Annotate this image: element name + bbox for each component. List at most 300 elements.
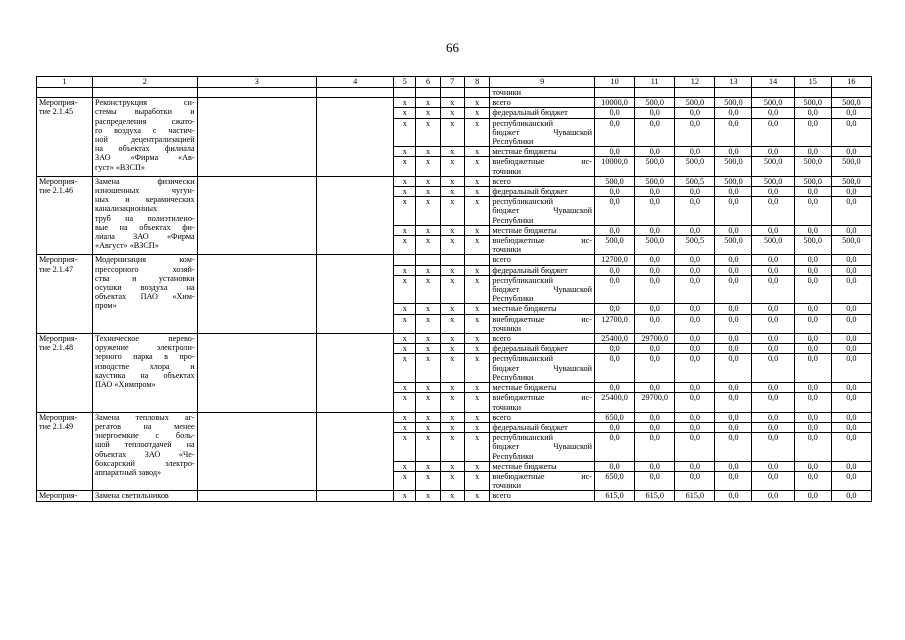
- description-line: пром»: [95, 301, 117, 311]
- amount-cell: 0,0: [715, 412, 752, 422]
- description-line: «Август» «ВЗСП»: [95, 241, 159, 251]
- amount-cell: 0,0: [594, 461, 634, 471]
- funding-source-cell: [490, 108, 595, 118]
- col-header-7: 7: [440, 77, 464, 88]
- amount-cell: 0,0: [794, 187, 831, 197]
- amount-cell: 0,0: [831, 147, 871, 157]
- col-header-3: 3: [197, 77, 316, 88]
- amount-cell: 0,0: [715, 334, 752, 344]
- code-cell: x: [416, 187, 440, 197]
- funding-source-line: точники: [492, 323, 521, 333]
- description-line: регатов на менее: [95, 421, 195, 431]
- measure-line: тие 2.1.48: [39, 343, 74, 353]
- code-cell: x: [416, 98, 440, 108]
- funding-source-line: местные бюджеты: [492, 147, 557, 157]
- funding-source-line: местные бюджеты: [492, 304, 557, 314]
- amount-cell: 0,0: [794, 147, 831, 157]
- amount-cell: 615,0: [594, 491, 634, 501]
- amount-cell: 650,0: [594, 412, 634, 422]
- code-cell: x: [394, 275, 416, 304]
- table-row: [37, 98, 872, 108]
- amount-cell: 0,0: [675, 275, 715, 304]
- amount-cell: 0,0: [675, 118, 715, 147]
- amount-cell: 0,0: [715, 471, 752, 490]
- code-cell: x: [416, 491, 440, 501]
- amount-cell: 0,0: [635, 422, 675, 432]
- code-cell: x: [416, 383, 440, 393]
- funding-source-cell: [490, 98, 595, 108]
- code-cell: x: [440, 461, 464, 471]
- amount-cell: 0,0: [715, 491, 752, 501]
- amount-cell: 0,0: [752, 108, 794, 118]
- funding-source-line: бюджет Чувашской: [492, 363, 592, 373]
- amount-cell: 0,0: [675, 471, 715, 490]
- description-line: объектах ПАО «Хим-: [95, 292, 195, 302]
- funding-source-line: внебюджетные ис-: [492, 471, 592, 481]
- amount-cell: 500,0: [594, 236, 634, 255]
- amount-cell: 0,0: [715, 422, 752, 432]
- amount-cell: 500,0: [752, 157, 794, 176]
- amount-cell: 0,0: [831, 314, 871, 333]
- code-cell: x: [465, 383, 490, 393]
- code-cell: x: [440, 98, 464, 108]
- code-cell: x: [465, 304, 490, 314]
- amount-cell: 500,0: [715, 98, 752, 108]
- description-line: го воздуха с частич-: [95, 125, 195, 135]
- co-executor-cell: [317, 255, 394, 334]
- code-cell: x: [416, 197, 440, 226]
- amount-cell: 500,0: [635, 98, 675, 108]
- amount-cell: 0,0: [594, 304, 634, 314]
- funding-source-line: точники: [492, 166, 521, 176]
- description-cell: [93, 334, 198, 413]
- amount-cell: 0,0: [752, 147, 794, 157]
- table-row: [37, 176, 872, 186]
- funding-source-cell: [490, 412, 595, 422]
- funding-source-line: внебюджетные ис-: [492, 314, 592, 324]
- amount-cell: 0,0: [594, 187, 634, 197]
- amount-cell: 0,0: [675, 334, 715, 344]
- amount-cell: 0,0: [831, 433, 871, 462]
- amount-cell: 615,0: [635, 491, 675, 501]
- code-cell: x: [440, 314, 464, 333]
- amount-cell: 0,0: [831, 334, 871, 344]
- amount-cell: 0,0: [752, 393, 794, 412]
- funding-source-cell: [490, 225, 595, 235]
- description-line: стемы выработки и: [95, 107, 195, 117]
- description-line: Замена физически: [95, 176, 195, 186]
- amount-cell: 0,0: [715, 197, 752, 226]
- code-cell: x: [416, 314, 440, 333]
- code-cell: x: [394, 471, 416, 490]
- amount-cell: 500,0: [831, 176, 871, 186]
- description-line: Замена светильников: [95, 491, 169, 501]
- amount-cell: 0,0: [635, 304, 675, 314]
- code-cell: x: [440, 176, 464, 186]
- amount-cell: 0,0: [752, 334, 794, 344]
- amount-cell: 0,0: [831, 304, 871, 314]
- amount-cell: 0,0: [715, 461, 752, 471]
- amount-cell: 0,0: [715, 118, 752, 147]
- measure-line: тие 2.1.45: [39, 107, 74, 117]
- funding-source-line: республиканский: [492, 433, 553, 443]
- code-cell: x: [394, 98, 416, 108]
- funding-source-line: Республики: [492, 137, 534, 147]
- description-line: лиала ЗАО «Фирма: [95, 232, 195, 242]
- code-cell: x: [416, 412, 440, 422]
- code-cell: x: [465, 412, 490, 422]
- measure-line: тие 2.1.46: [39, 186, 74, 196]
- amount-cell: 0,0: [675, 433, 715, 462]
- funding-source-cell: [490, 275, 595, 304]
- description-cell: [93, 98, 198, 177]
- code-cell: x: [440, 422, 464, 432]
- amount-cell: 0,0: [831, 471, 871, 490]
- amount-cell: 0,0: [794, 275, 831, 304]
- code-cell: x: [416, 422, 440, 432]
- amount-cell: 0,0: [752, 225, 794, 235]
- amount-cell: 500,5: [675, 176, 715, 186]
- code-cell: x: [416, 236, 440, 255]
- amount-cell: 0,0: [794, 393, 831, 412]
- code-cell: x: [394, 491, 416, 501]
- amount-cell: 0,0: [635, 197, 675, 226]
- description-line: Техническое перево-: [95, 334, 195, 344]
- measure-cell: [37, 255, 93, 334]
- amount-cell: 500,0: [794, 157, 831, 176]
- funding-source-cell: [490, 461, 595, 471]
- responsible-cell: [197, 412, 316, 491]
- code-cell: x: [465, 98, 490, 108]
- code-cell: x: [440, 275, 464, 304]
- description-line: канализационных: [95, 204, 158, 214]
- col-header-4: 4: [317, 77, 394, 88]
- description-line: каустика на объектах: [95, 370, 195, 380]
- amount-cell: 615,0: [675, 491, 715, 501]
- measure-cell: [37, 334, 93, 413]
- funding-source-line: внебюджетные ис-: [492, 157, 592, 167]
- funding-source-line: всего: [492, 255, 511, 265]
- funding-source-line: местные бюджеты: [492, 225, 557, 235]
- measure-cell: [37, 412, 93, 491]
- amount-cell: 10000,0: [594, 98, 634, 108]
- amount-cell: 25400,0: [594, 334, 634, 344]
- amount-cell: 0,0: [794, 225, 831, 235]
- funding-source-line: всего: [492, 491, 511, 501]
- amount-cell: 500,0: [794, 176, 831, 186]
- amount-cell: 0,0: [715, 344, 752, 354]
- code-cell: x: [416, 393, 440, 412]
- description-line: вые на объектах фи-: [95, 222, 195, 232]
- description-line: оружение электроли-: [95, 343, 195, 353]
- code-cell: x: [416, 176, 440, 186]
- amount-cell: 0,0: [794, 422, 831, 432]
- code-cell: x: [465, 393, 490, 412]
- code-cell: x: [465, 471, 490, 490]
- amount-cell: 500,0: [752, 236, 794, 255]
- amount-cell: 0,0: [675, 412, 715, 422]
- code-cell: x: [416, 471, 440, 490]
- description-line: труб на полиэтилено-: [95, 213, 195, 223]
- funding-source-line: федеральный бюджет: [492, 344, 568, 354]
- code-cell: [394, 255, 416, 265]
- amount-cell: 0,0: [594, 197, 634, 226]
- amount-cell: 0,0: [831, 255, 871, 265]
- description-line: шой теплоотдачей на: [95, 440, 195, 450]
- amount-cell: 0,0: [752, 383, 794, 393]
- code-cell: x: [394, 314, 416, 333]
- responsible-cell: [197, 334, 316, 413]
- amount-cell: 0,0: [635, 354, 675, 383]
- amount-cell: 0,0: [715, 255, 752, 265]
- amount-cell: 500,0: [675, 157, 715, 176]
- amount-cell: 0,0: [752, 314, 794, 333]
- amount-cell: 500,0: [715, 176, 752, 186]
- responsible-cell: [197, 98, 316, 177]
- amount-cell: 0,0: [794, 304, 831, 314]
- col-header-10: 10: [594, 77, 634, 88]
- funding-source-line: федеральный бюджет: [492, 265, 568, 275]
- funding-source-cell: [490, 157, 595, 176]
- code-cell: x: [394, 265, 416, 275]
- description-cell: [93, 491, 198, 501]
- amount-cell: 0,0: [794, 354, 831, 383]
- funding-source-line: бюджет Чувашской: [492, 206, 592, 216]
- code-cell: x: [394, 383, 416, 393]
- code-cell: x: [465, 461, 490, 471]
- amount-cell: 500,0: [794, 236, 831, 255]
- amount-cell: 0,0: [794, 471, 831, 490]
- amount-cell: 0,0: [675, 255, 715, 265]
- funding-source-cell: [490, 255, 595, 265]
- code-cell: [440, 255, 464, 265]
- code-cell: x: [440, 225, 464, 235]
- amount-cell: 0,0: [831, 354, 871, 383]
- code-cell: x: [465, 265, 490, 275]
- description-line: ных и керамических: [95, 195, 195, 205]
- table-row: [37, 491, 872, 501]
- code-cell: x: [394, 354, 416, 383]
- measure-line: Мероприя-: [39, 412, 78, 422]
- description-cell: [93, 412, 198, 491]
- code-cell: x: [440, 236, 464, 255]
- col-header-15: 15: [794, 77, 831, 88]
- amount-cell: 0,0: [635, 118, 675, 147]
- amount-cell: 0,0: [752, 491, 794, 501]
- measure-line: Мероприя-: [39, 491, 78, 501]
- funding-source-line: бюджет Чувашской: [492, 442, 592, 452]
- amount-cell: 0,0: [752, 275, 794, 304]
- amount-cell: 0,0: [831, 225, 871, 235]
- amount-cell: 0,0: [635, 187, 675, 197]
- amount-cell: 12700,0: [594, 255, 634, 265]
- amount-cell: 10000,0: [594, 157, 634, 176]
- col-header-8: 8: [465, 77, 490, 88]
- code-cell: x: [416, 334, 440, 344]
- amount-cell: 0,0: [635, 314, 675, 333]
- code-cell: x: [416, 433, 440, 462]
- carry-over-row: [37, 88, 872, 98]
- code-cell: x: [465, 314, 490, 333]
- funding-source-line: всего: [492, 412, 511, 422]
- amount-cell: 0,0: [831, 412, 871, 422]
- code-cell: x: [394, 236, 416, 255]
- code-cell: x: [416, 275, 440, 304]
- description-line: на объектах филиала: [95, 144, 195, 154]
- amount-cell: 0,0: [831, 187, 871, 197]
- funding-source-line: точники: [492, 481, 521, 491]
- amount-cell: 500,0: [752, 98, 794, 108]
- funding-source-cell: [490, 422, 595, 432]
- amount-cell: 0,0: [831, 344, 871, 354]
- amount-cell: 0,0: [635, 383, 675, 393]
- funding-source-line: местные бюджеты: [492, 461, 557, 471]
- amount-cell: 0,0: [594, 275, 634, 304]
- amount-cell: 500,5: [675, 236, 715, 255]
- co-executor-cell: [317, 176, 394, 255]
- funding-source-cell: [490, 344, 595, 354]
- funding-source-line: точники: [492, 245, 521, 255]
- amount-cell: 0,0: [635, 412, 675, 422]
- amount-cell: 0,0: [752, 433, 794, 462]
- description-cell: [93, 176, 198, 255]
- amount-cell: 0,0: [752, 412, 794, 422]
- col-header-16: 16: [831, 77, 871, 88]
- funding-source-line: федеральный бюджет: [492, 422, 568, 432]
- funding-source-line: республиканский: [492, 197, 553, 207]
- code-cell: x: [440, 344, 464, 354]
- amount-cell: 0,0: [675, 344, 715, 354]
- col-header-9: 9: [490, 77, 595, 88]
- code-cell: x: [394, 187, 416, 197]
- code-cell: x: [416, 108, 440, 118]
- code-cell: x: [416, 118, 440, 147]
- code-cell: x: [465, 108, 490, 118]
- amount-cell: 0,0: [594, 118, 634, 147]
- amount-cell: 0,0: [594, 383, 634, 393]
- funding-source-line: республиканский: [492, 275, 553, 285]
- funding-source-cell: [490, 265, 595, 275]
- measure-cell: [37, 491, 93, 501]
- code-cell: x: [465, 118, 490, 147]
- amount-cell: 0,0: [635, 461, 675, 471]
- code-cell: x: [394, 304, 416, 314]
- amount-cell: 0,0: [675, 265, 715, 275]
- measure-line: Мероприя-: [39, 334, 78, 344]
- measure-line: тие 2.1.47: [39, 264, 74, 274]
- amount-cell: 0,0: [715, 383, 752, 393]
- amount-cell: 0,0: [715, 393, 752, 412]
- amount-cell: 500,0: [752, 176, 794, 186]
- responsible-cell: [197, 176, 316, 255]
- funding-source-cell: [490, 334, 595, 344]
- amount-cell: 0,0: [794, 383, 831, 393]
- amount-cell: 0,0: [675, 304, 715, 314]
- code-cell: x: [416, 461, 440, 471]
- measure-cell: [37, 176, 93, 255]
- amount-cell: 0,0: [675, 197, 715, 226]
- amount-cell: 0,0: [715, 354, 752, 383]
- amount-cell: 650,0: [594, 471, 634, 490]
- code-cell: x: [465, 491, 490, 501]
- funding-source-cell: [490, 383, 595, 393]
- amount-cell: 0,0: [594, 108, 634, 118]
- funding-source-line: республиканский: [492, 118, 553, 128]
- amount-cell: 0,0: [831, 108, 871, 118]
- funding-source-line: бюджет Чувашской: [492, 285, 592, 295]
- amount-cell: 0,0: [752, 461, 794, 471]
- description-line: объектах ЗАО «Че-: [95, 449, 195, 459]
- code-cell: x: [440, 491, 464, 501]
- amount-cell: 0,0: [752, 354, 794, 383]
- code-cell: x: [465, 422, 490, 432]
- amount-cell: 0,0: [675, 314, 715, 333]
- funding-source-line: местные бюджеты: [492, 383, 557, 393]
- amount-cell: 500,0: [635, 157, 675, 176]
- measure-cell: [37, 98, 93, 177]
- funding-source-line: Республики: [492, 451, 534, 461]
- description-line: прессорного хозяй-: [95, 264, 195, 274]
- funding-source-line: Республики: [492, 294, 534, 304]
- code-cell: x: [440, 304, 464, 314]
- amount-cell: 500,0: [831, 98, 871, 108]
- code-cell: x: [465, 157, 490, 176]
- amount-cell: 0,0: [794, 412, 831, 422]
- code-cell: x: [465, 354, 490, 383]
- description-line: ства и установки: [95, 273, 195, 283]
- amount-cell: 0,0: [715, 225, 752, 235]
- measure-line: Мероприя-: [39, 176, 78, 186]
- amount-cell: 0,0: [715, 265, 752, 275]
- amount-cell: 0,0: [715, 187, 752, 197]
- funding-source-line: федеральный бюджет: [492, 108, 568, 118]
- code-cell: x: [394, 108, 416, 118]
- amount-cell: 0,0: [635, 255, 675, 265]
- table-body: [37, 77, 872, 502]
- amount-cell: 0,0: [794, 314, 831, 333]
- code-cell: x: [394, 225, 416, 235]
- code-cell: x: [440, 187, 464, 197]
- funding-source-cell: [490, 187, 595, 197]
- code-cell: x: [416, 304, 440, 314]
- amount-cell: 0,0: [715, 304, 752, 314]
- description-line: энергоемкие с боль-: [95, 431, 195, 441]
- measure-line: Мероприя-: [39, 98, 78, 108]
- amount-cell: 500,0: [635, 236, 675, 255]
- code-cell: x: [465, 225, 490, 235]
- code-cell: x: [416, 265, 440, 275]
- funding-source-cell: [490, 304, 595, 314]
- code-cell: x: [416, 157, 440, 176]
- amount-cell: 0,0: [675, 147, 715, 157]
- funding-source-line: всего: [492, 176, 511, 186]
- amount-cell: 0,0: [715, 108, 752, 118]
- amount-cell: 0,0: [715, 147, 752, 157]
- amount-cell: 0,0: [635, 344, 675, 354]
- description-line: ной децентрализацией: [95, 135, 195, 145]
- description-line: Реконструкция си-: [95, 98, 195, 108]
- funding-source-line: точники: [492, 402, 521, 412]
- measure-line: тие 2.1.49: [39, 421, 74, 431]
- amount-cell: 0,0: [594, 433, 634, 462]
- amount-cell: 0,0: [594, 354, 634, 383]
- code-cell: x: [440, 157, 464, 176]
- description-line: густ» «ВЗСП»: [95, 162, 145, 172]
- amount-cell: 500,0: [831, 236, 871, 255]
- code-cell: [416, 255, 440, 265]
- funding-source-cell: [490, 314, 595, 333]
- amount-cell: 0,0: [794, 491, 831, 501]
